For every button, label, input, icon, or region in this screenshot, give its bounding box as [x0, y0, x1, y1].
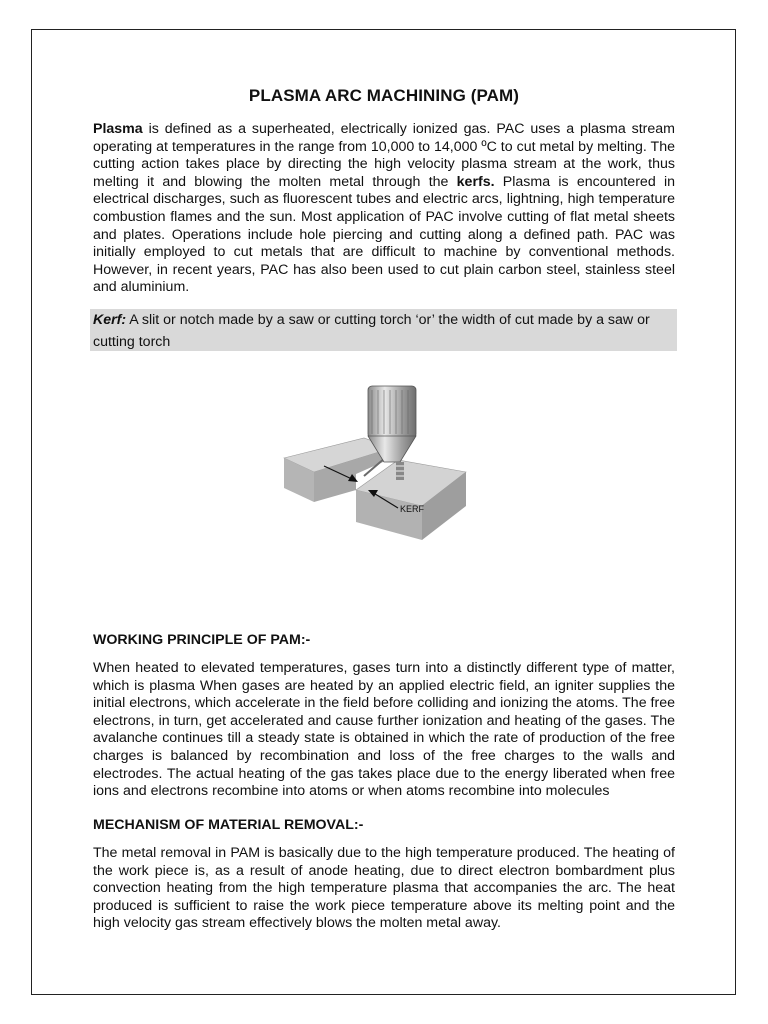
page-title: PLASMA ARC MACHINING (PAM): [248, 86, 520, 105]
kerfs-term: kerfs.: [456, 173, 495, 190]
working-principle-paragraph: When heated to elevated temperatures, gases turn into a distinctly different type of matter, which is plasma When gases are heated by an applied electric field, an igniter supplies the initial electrons, which accelerate in the field before colliding and ionizing the atoms. The free electrons, in turn, get accelerated and cause further ionization and heating of the gases. The avalanche continues till a steady state is obtained in which the rate of production of the free charges is balanced by recombination and loss of the free charges to the walls and electrodes. The actual heating of the gas takes place due to the energy liberated when free ions and electrons recombine into atoms or when atoms recombine into molecules: [93, 660, 675, 800]
kerf-term: Kerf:: [93, 312, 127, 328]
torch-body: [368, 386, 416, 438]
mechanism-paragraph: The metal removal in PAM is basically due to the high temperature produced. The heating of the work piece is, as a result of anode heating, due to direct electron bombardment plus convection heating from the high temperature plasma that accompanies the arc. The heat produced is sufficient to raise the work piece temperature above its melting point and the high velocity gas stream effectively blows the molten metal away.: [93, 845, 675, 932]
working-principle-heading: WORKING PRINCIPLE OF PAM:-: [93, 632, 311, 648]
mechanism-heading: MECHANISM OF MATERIAL REMOVAL:-: [93, 817, 364, 833]
kerf-label: KERF: [400, 504, 425, 514]
intro-paragraph: [93, 121, 675, 297]
intro-text-1: is defined as a superheated, electrically ionized gas. PAC uses a plasma stream operating at temperatures in the range from 10,000 to 14,000 ºC to cut metal by melting. The cutting action takes place by directing the high velocity plasma stream at the work, thus melting it and blowing the molten metal through the: [93, 121, 675, 190]
plasma-torch-kerf-figure: [270, 380, 480, 570]
intro-text-2: Plasma is encountered in electrical discharges, such as fluorescent tubes and electric arcs, lightning, high temperature combustion flames and the sun. Most application of PAC involve cutting of flat metal sheets and plates. Operations include hole piercing and cutting along a defined path. PAC was initially employed to cut metals that are difficult to machine by conventional methods. However, in recent years, PAC has also been used to cut plain carbon steel, stainless steel and aluminium.: [93, 173, 675, 296]
kerf-definition-text: A slit or notch made by a saw or cutting torch ‘or’ the width of cut made by a saw or cutting torch: [93, 312, 650, 350]
plasma-term: Plasma: [93, 121, 143, 137]
kerf-definition-box: [90, 309, 677, 351]
